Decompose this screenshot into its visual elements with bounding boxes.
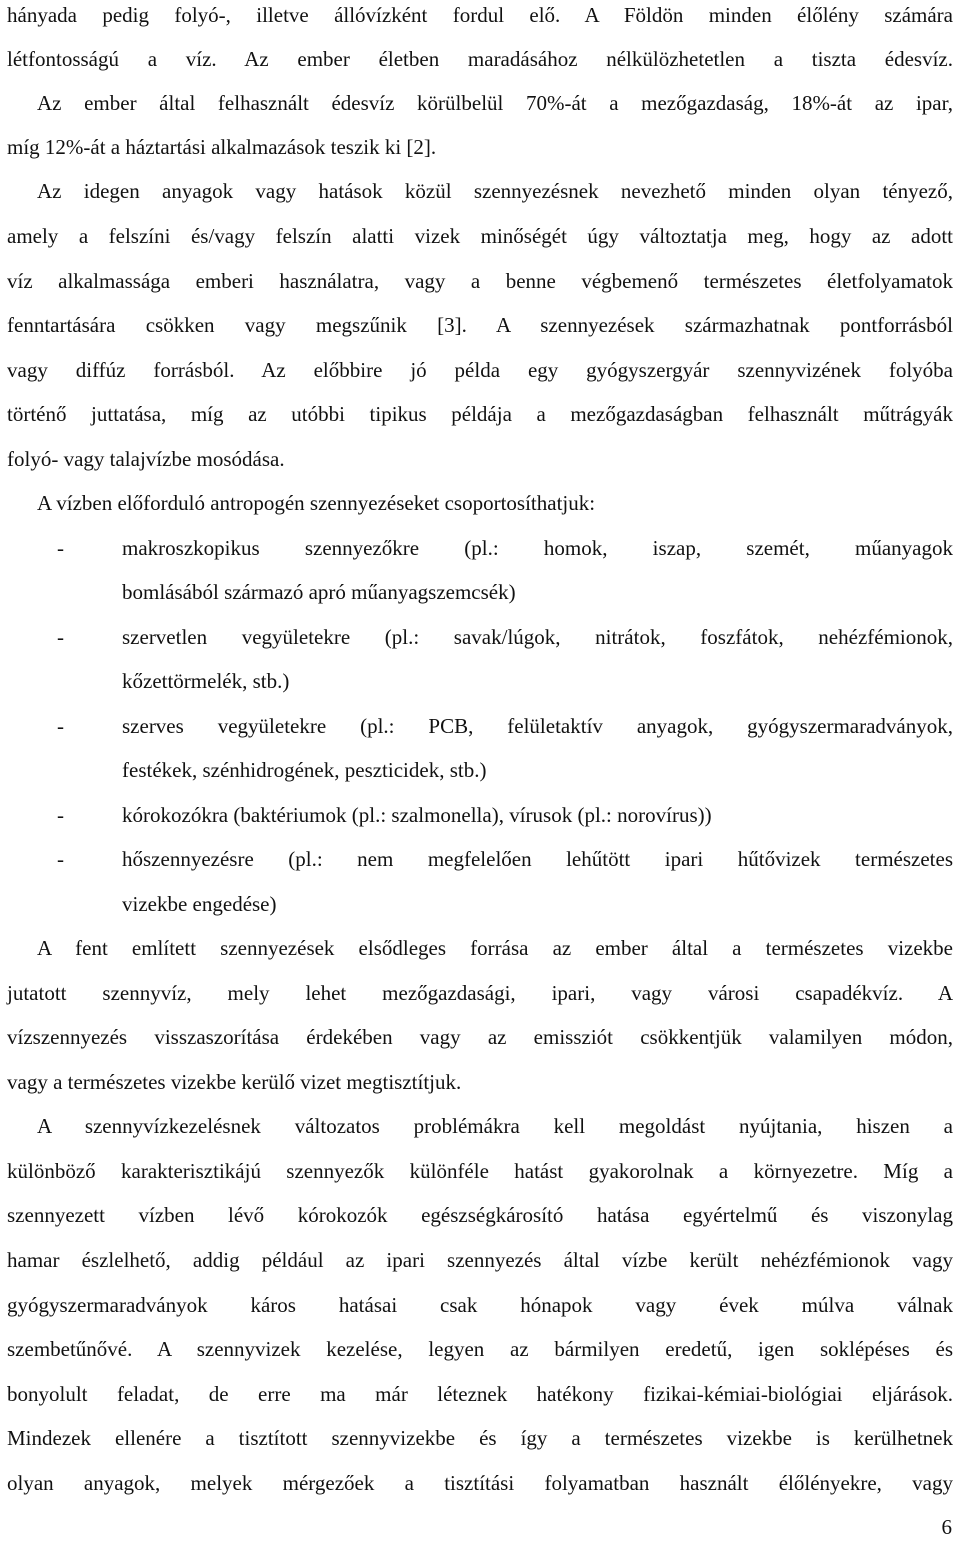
paragraph-line: szennyezett vízben lévő kórokozók egészségkárosító hatása egyértelmű és viszonylag (7, 1203, 953, 1227)
paragraph-line: Az ember által felhasznált édesvíz körülbelül 70%-át a mezőgazdaság, 18%-át az ipar, (37, 91, 953, 115)
list-dash: - (57, 625, 64, 649)
list-item-line: szervetlen vegyületekre (pl.: savak/lúgok, nitrátok, foszfátok, nehézfémionok, (122, 625, 953, 649)
list-item-line: szerves vegyületekre (pl.: PCB, felületaktív anyagok, gyógyszermaradványok, (122, 714, 953, 738)
list-dash: - (57, 803, 64, 827)
paragraph-line: Mindezek ellenére a tisztított szennyvizekbe és így a természetes vizekbe is kerülhetnek (7, 1426, 953, 1450)
paragraph-line: víz alkalmassága emberi használatra, vagy a benne végbemenő természetes életfolyamatok (7, 269, 953, 293)
paragraph-line: gyógyszermaradványok káros hatásai csak hónapok vagy évek múlva válnak (7, 1293, 953, 1317)
paragraph-line: jutatott szennyvíz, mely lehet mezőgazdasági, ipari, vagy városi csapadékvíz. A (7, 981, 953, 1005)
paragraph-line: míg 12%-át a háztartási alkalmazások teszik ki [2]. (7, 135, 437, 159)
paragraph-line: A fent említett szennyezések elsődleges forrása az ember által a természetes vizekbe (37, 936, 953, 960)
list-item-line: makroszkopikus szennyezőkre (pl.: homok, iszap, szemét, műanyagok (122, 536, 953, 560)
paragraph-line: amely a felszíni és/vagy felszín alatti vizek minőségét úgy változtatja meg, hogy az adott (7, 224, 953, 248)
list-item-line: kőzettörmelék, stb.) (122, 669, 290, 693)
list-item-line: bomlásából származó apró műanyagszemcsék) (122, 580, 516, 604)
paragraph-line: különböző karakterisztikájú szennyezők különféle hatást gyakorolnak a környezetre. Míg a (7, 1159, 953, 1183)
list-dash: - (57, 847, 64, 871)
list-dash: - (57, 536, 64, 560)
paragraph-line: A vízben előforduló antropogén szennyezéseket csoportosíthatjuk: (37, 491, 596, 515)
paragraph-line: fenntartására csökken vagy megszűnik [3]. A szennyezések származhatnak pontforrásból (7, 313, 953, 337)
paragraph-line: létfontosságú a víz. Az ember életben maradásához nélkülözhetetlen a tiszta édesvíz. (7, 47, 953, 71)
list-item-line: vizekbe engedése) (122, 892, 277, 916)
list-item-line: hőszennyezésre (pl.: nem megfelelően lehűtött ipari hűtővizek természetes (122, 847, 953, 871)
paragraph-line: olyan anyagok, melyek mérgezőek a tisztítási folyamatban használt élőlényekre, vagy (7, 1471, 953, 1495)
paragraph-line: hányada pedig folyó-, illetve állóvízként fordul elő. A Földön minden élőlény számára (7, 3, 953, 27)
paragraph-line: bonyolult feladat, de erre ma már léteznek hatékony fizikai-kémiai-biológiai eljárások. (7, 1382, 953, 1406)
page-number: 6 (941, 1515, 952, 1539)
list-item-line: kórokozókra (baktériumok (pl.: szalmonella), vírusok (pl.: norovírus)) (122, 803, 712, 827)
paragraph-line: vagy a természetes vizekbe kerülő vizet megtisztítjuk. (7, 1070, 462, 1094)
paragraph-line: vagy diffúz forrásból. Az előbbire jó példa egy gyógyszergyár szennyvizének folyóba (7, 358, 953, 382)
paragraph-line: folyó- vagy talajvízbe mosódása. (7, 447, 285, 471)
paragraph-line: szembetűnővé. A szennyvizek kezelése, legyen az bármilyen eredetű, igen soklépéses és (7, 1337, 953, 1361)
list-item-line: festékek, szénhidrogének, peszticidek, stb.) (122, 758, 487, 782)
paragraph-line: történő juttatása, míg az utóbbi tipikus példája a mezőgazdaságban felhasznált műtrágyák (7, 402, 953, 426)
paragraph-line: A szennyvízkezelésnek változatos problémákra kell megoldást nyújtania, hiszen a (37, 1114, 953, 1138)
paragraph-line: vízszennyezés visszaszorítása érdekében vagy az emissziót csökkentjük valamilyen módon, (7, 1025, 953, 1049)
paragraph-line: Az idegen anyagok vagy hatások közül szennyezésnek nevezhető minden olyan tényező, (37, 179, 953, 203)
paragraph-line: hamar észlelhető, addig például az ipari szennyezés által vízbe került nehézfémionok vagy (7, 1248, 953, 1272)
list-dash: - (57, 714, 64, 738)
